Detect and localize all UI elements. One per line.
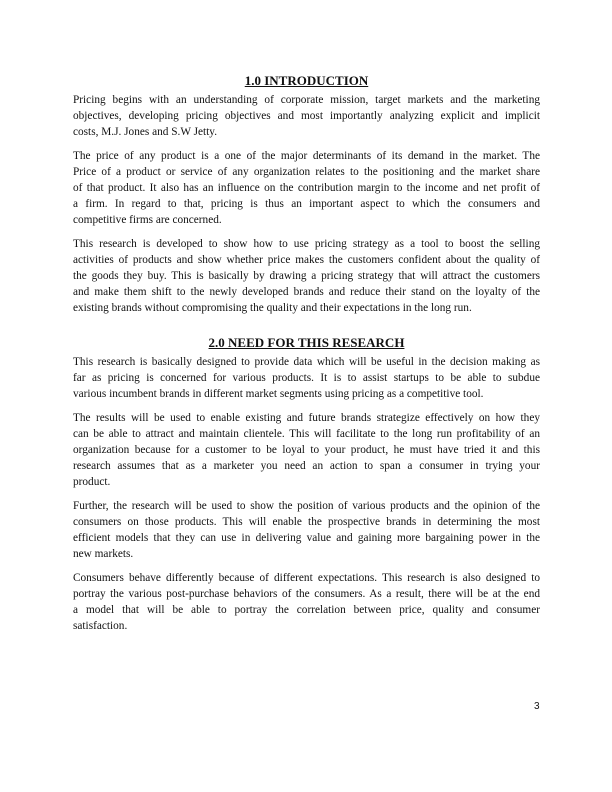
text-line: efficient models that they can use in delivering value and gaining more bargaining power in the xyxy=(73,532,540,544)
paragraph xyxy=(73,354,540,402)
paragraph xyxy=(73,410,540,490)
section-heading: 1.0 INTRODUCTION xyxy=(244,73,369,88)
paragraph xyxy=(73,236,540,316)
text-line: of that product. It also has an influence on the contribution margin to the income and net profit of xyxy=(73,182,540,194)
text-line: The results will be used to enable existing and future brands strategize effectively on how they xyxy=(73,412,540,424)
text-line: and make them shift to the newly developed brands and reduce their stand on the loyalty of the xyxy=(73,286,540,298)
paragraph xyxy=(73,148,540,228)
text-line: competitive firms are concerned. xyxy=(73,214,222,226)
text-line: costs, M.J. Jones and S.W Jetty. xyxy=(73,126,218,138)
text-line: objectives, developing pricing objectives and most importantly analyzing explicit and implicit xyxy=(73,110,540,122)
text-line: Consumers behave differently because of different expectations. This research is also designed to xyxy=(73,572,540,584)
text-line: portray the various post-purchase behaviors of the consumers. As a result, there will be at the end xyxy=(73,588,540,600)
text-line: Pricing begins with an understanding of corporate mission, target markets and the marketing xyxy=(73,94,540,106)
text-line: new markets. xyxy=(73,548,134,560)
text-line: satisfaction. xyxy=(73,620,128,632)
text-line: a model that will be able to portray the correlation between price, quality and consumer xyxy=(73,604,540,616)
text-line: a firm. In regard to that, pricing is thus an important aspect to which the consumers and xyxy=(73,198,540,210)
text-line: research assumes that as a marketer you need an action to span a consumer in trying your xyxy=(73,460,540,472)
text-line: various incumbent brands in different market segments using pricing as a competitive tool. xyxy=(73,388,484,400)
text-line: organization because for a customer to be loyal to your product, he must have tried it and this xyxy=(73,444,540,456)
text-line: Further, the research will be used to show the position of various products and the opinion of the xyxy=(73,500,540,512)
text-line: activities of products and show whether price makes the customers confident about the quality of xyxy=(73,254,540,266)
text-line: consumers on those products. This will enable the prospective brands in determining the most xyxy=(73,516,540,528)
paragraph xyxy=(73,570,540,634)
text-line: the goods they buy. This is basically by drawing a pricing strategy that will attract the customers xyxy=(73,270,540,282)
text-line: far as pricing is concerned for various products. It is to assist startups to be able to subdue xyxy=(73,372,540,384)
paragraph xyxy=(73,498,540,562)
text-line: The price of any product is a one of the major determinants of its demand in the market. The xyxy=(73,150,540,162)
text-line: existing brands without compromising the quality and their expectations in the long run. xyxy=(73,302,472,314)
document-body xyxy=(73,72,540,642)
paragraph xyxy=(73,92,540,140)
text-line: This research is developed to show how to use pricing strategy as a tool to boost the selling xyxy=(73,238,540,250)
text-line: Price of a product or service of any organization relates to the positioning and the market share xyxy=(73,166,540,178)
text-line: product. xyxy=(73,476,111,488)
text-line: can be able to attract and maintain clientele. This will facilitate to the long run profitability of an xyxy=(73,428,540,440)
page-number: 3 xyxy=(534,701,540,712)
text-line: This research is basically designed to provide data which will be useful in the decision making as xyxy=(73,356,540,368)
section-heading: 2.0 NEED FOR THIS RESEARCH xyxy=(208,335,405,350)
